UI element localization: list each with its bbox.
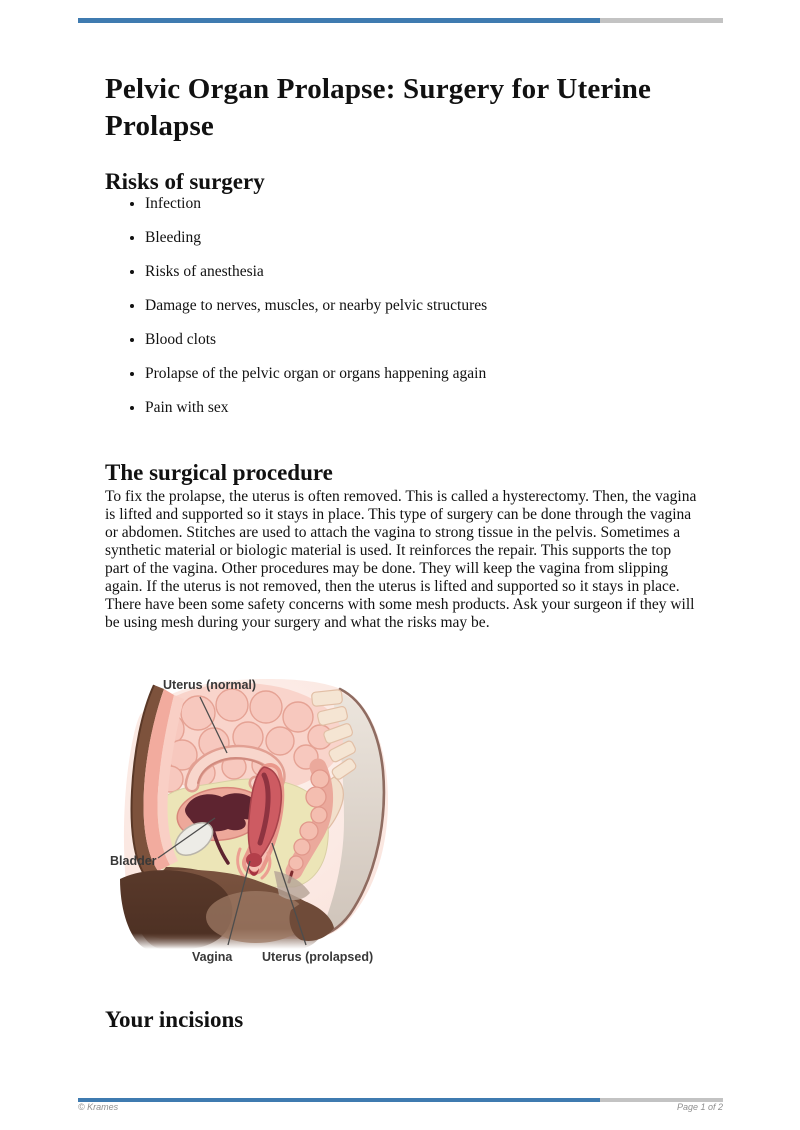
uterus-normal-label: Uterus (normal) [163, 678, 257, 692]
copyright-text: © Krames [78, 1102, 119, 1112]
risks-heading: Risks of surgery [105, 169, 265, 195]
list-item: • Damage to nerves, muscles, or nearby pelvic structures [145, 296, 705, 315]
list-item: • Prolapse of the pelvic organ or organs happening again [145, 364, 705, 383]
list-item: • Pain with sex [145, 398, 705, 417]
page-indicator: Page 1 of 2 [676, 1102, 723, 1112]
risks-list [105, 194, 705, 432]
pelvic-anatomy-illustration [106, 671, 396, 969]
footer [78, 1102, 723, 1112]
top-accent-bar [78, 18, 723, 23]
incisions-heading: Your incisions [105, 1007, 244, 1033]
list-item: • Bleeding [145, 228, 705, 247]
list-item: • Blood clots [145, 330, 705, 349]
figure-artwork [120, 679, 388, 949]
uterus-prolapsed-label: Uterus (prolapsed) [262, 950, 374, 964]
bladder-label: Bladder [110, 854, 157, 868]
page-title: Pelvic Organ Prolapse: Surgery for Uterine Prolapse [105, 73, 652, 143]
vagina-label: Vagina [192, 950, 233, 964]
list-item: • Risks of anesthesia [145, 262, 705, 281]
procedure-heading: The surgical procedure [105, 460, 333, 486]
top-bar-blue-segment [78, 18, 600, 23]
list-item: • Infection [145, 194, 705, 213]
pelvic-anatomy-figure [106, 671, 396, 969]
top-bar-gray-segment [600, 18, 723, 23]
procedure-paragraph: To fix the prolapse, the uterus is often removed. This is called a hysterectomy. Then, the vagina is lifted and supported so it stays in place. This type of surgery can be done through the vagina or abdomen. Stitches are used to attach the vagina to strong tissue in the pelvis. Sometimes a synthetic material or biologic material is used. It reinforces the repair. This supports the top part of the vagina. Other procedures may be done. They will keep the vagina from slipping again. If the uterus is not removed, then the uterus is lifted and supported so it stays in place. There have been some safety concerns with some mesh products. Ask your surgeon if they will be using mesh during your surgery and what the risks may be. [105, 488, 697, 631]
